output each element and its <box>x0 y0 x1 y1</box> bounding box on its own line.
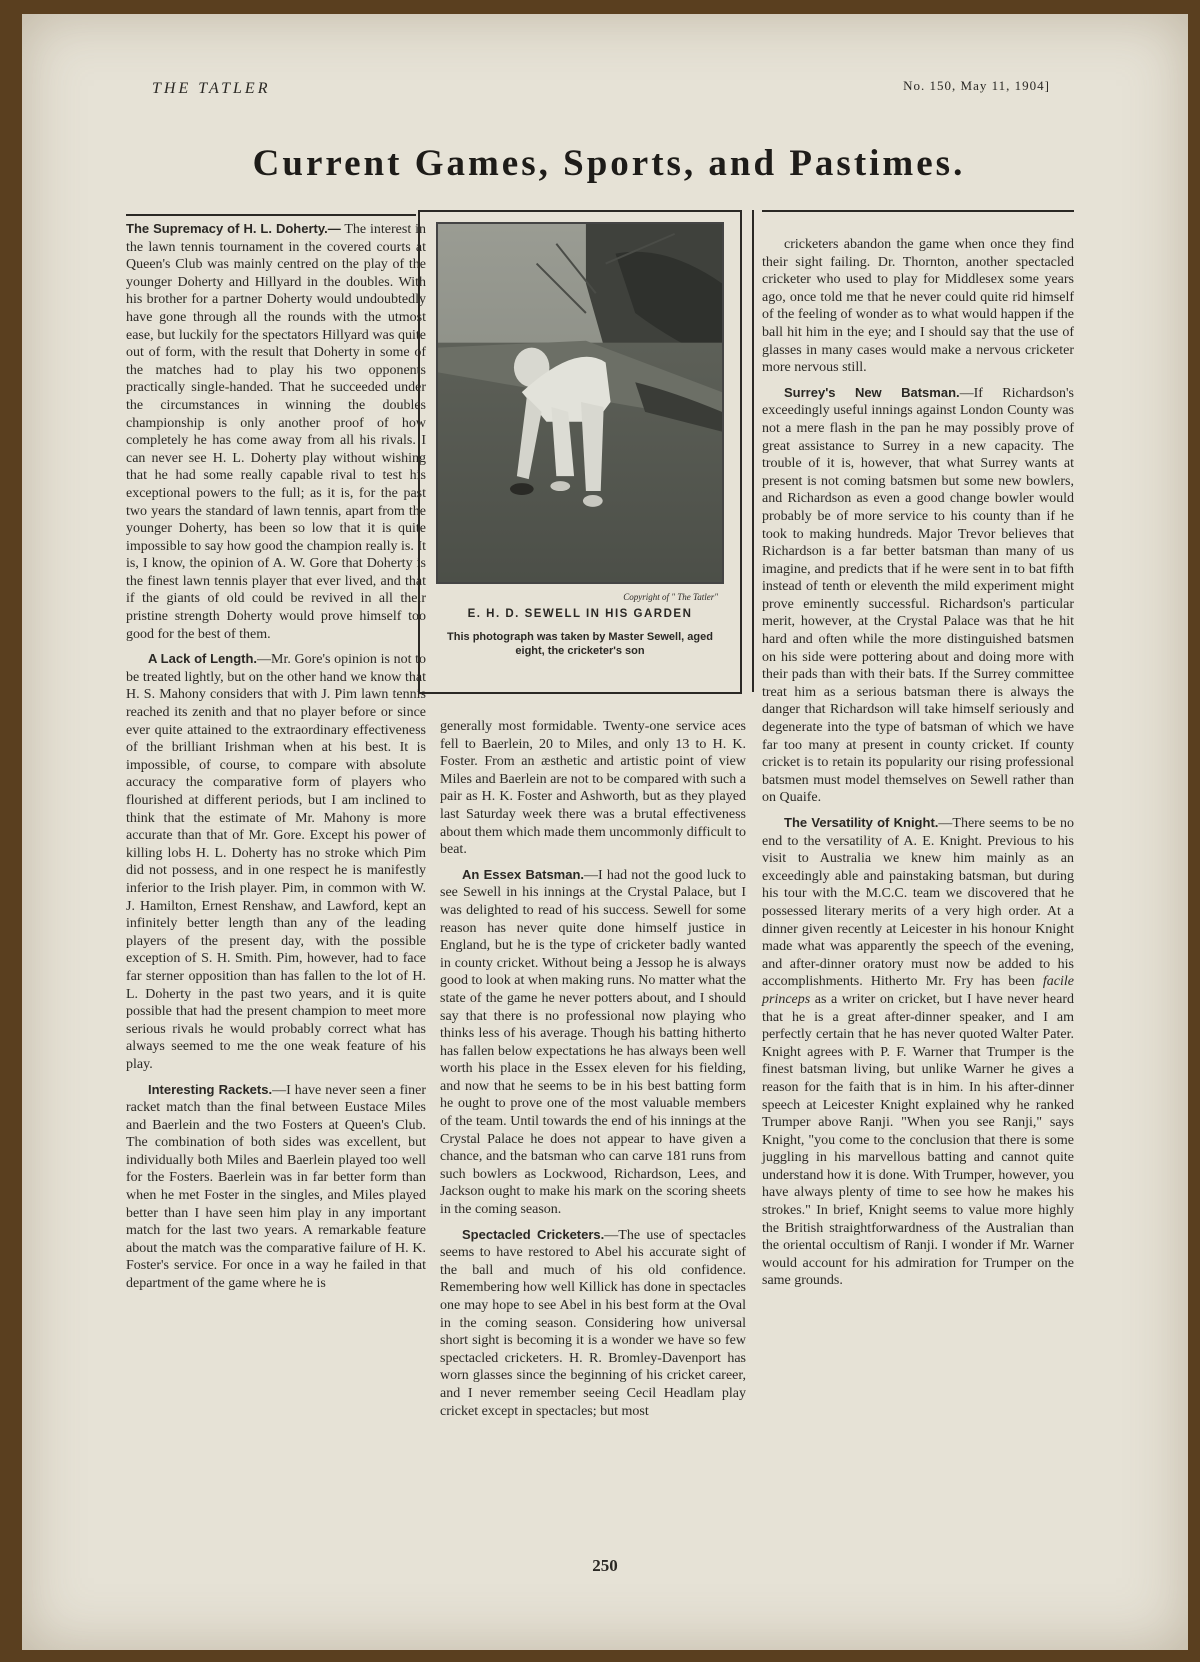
paragraph-text: The interest in the lawn tennis tournament in the covered courts at Queen's Club was mainly centred on the play of the younger Doherty and Hillyard in the doubles. With his brother for a partner Doherty would undoubtedly have gone through all the rounds with the utmost ease, but luckily for the spectators Hillyard was quite out of form, with the result that Doherty in some of the matches had to play his two opponents practically single-handed. That he succeeded under the circumstances in winning the doubles championship is only another proof of how completely he has come away from all his rivals. I can never see H. L. Doherty play without wishing that he had some really capable rival to test his exceptional powers to the full; as it is, for the past two years the standard of lawn tennis, apart from the younger Doherty, has been so low that it is quite impossible to say how good the champion really is. It is, I know, the opinion of A. W. Gore that Doherty is the finest lawn tennis player that ever lived, and that if the giants of old could be revived in all their pristine strength Doherty would prove himself too good for the best of them. <box>126 222 426 642</box>
paragraph-text: —The use of spectacles seems to have restored to Abel his accurate sight of the ball and much of his old confidence. Remembering how well Killick has done in spectacles one may hope to see Abel in his best form at the Oval in the coming season. Considering how universal short sight is becoming it is a wonder we have so few spectacled cricketers. H. R. Bromley-Davenport has worn glasses since the beginning of his cricket career, and I never remember seeing Cecil Headlam play cricket except in spectacles; but most <box>440 1227 746 1419</box>
newspaper-page <box>22 14 1188 1650</box>
article-paragraph <box>762 384 1074 807</box>
cricketer-photo-image <box>438 224 722 582</box>
article-paragraph <box>440 866 746 1219</box>
photo-copyright: Copyright of " The Tatler" <box>623 592 718 602</box>
italic-phrase: facile princeps <box>762 974 1074 1007</box>
article-paragraph <box>440 718 746 859</box>
photo-caption-title: E. H. D. SEWELL IN HIS GARDEN <box>467 608 693 620</box>
left-column <box>126 220 426 1300</box>
section-heading: An Essex Batsman. <box>462 866 585 882</box>
issue-line: No. 150, May 11, 1904] <box>903 78 1050 93</box>
article-paragraph <box>126 650 426 1073</box>
section-heading: Interesting Rackets. <box>148 1081 273 1097</box>
article-paragraph <box>126 220 426 643</box>
paragraph-text: —If Richardson's exceedingly useful innings against London County was not a mere flash in the pan he may possibly prove of great assistance to Surrey in a new capacity. The trouble of it is, however, that what Surrey wants at present is not coming batsmen but some new bowlers, and Richardson as even a good change bowler would probably be of more service to his county than if he took to making hundreds. Major Trevor believes that Richardson is a far better batsman than many of us imagine, and predicts that if he were sent in to bat fifth instead of tenth or eleventh the mild experiment might prove eminently successful. Richardson's particular merit, however, at the Crystal Palace was that he hit hard and often while the more distinguished batsmen on his side were pottering about and doing more with their pads than with their bats. If the Surrey committee treat him as a serious batsman there is always the danger that Richardson will take himself seriously and degenerate into the type of batsman of which we have far too many at present in county cricket. If county cricket is to retain its popularity our rising professional batsmen must model themselves on Sewell rather than on Quaife. <box>762 385 1075 806</box>
right-column-border <box>752 210 754 692</box>
paragraph-text: —I have never seen a finer racket match than the final between Eustace Miles and Baerlein and the two Fosters at Queen's Club. The combination of both sides was excellent, but individually both Miles and Baerlein played too well for the Fosters. Baerlein was in far better form than when he met Foster in the singles, and Miles played better than I have seen him play in any important match for the last two years. A remarkable feature about the match was the comparative failure of H. K. Foster's service. For once in a way he failed in that department of the game where he is <box>126 1082 426 1292</box>
section-heading: A Lack of Length. <box>148 651 258 667</box>
page-number: 250 <box>592 1556 618 1575</box>
article-paragraph <box>762 236 1074 377</box>
section-heading: Spectacled Cricketers. <box>462 1226 605 1242</box>
paragraph-text: generally most formidable. Twenty-one service aces fell to Baerlein, 20 to Miles, and only 13 to H. K. Foster. From an æsthetic and artistic point of view Miles and Baerlein are not to be compared with such a pair as H. K. Foster and Ashworth, but as they played last Saturday week there was a brutal effectiveness about them which made them uncommonly difficult to beat. <box>440 719 746 858</box>
right-column <box>762 236 1074 1297</box>
section-heading: The Versatility of Knight. <box>784 815 939 830</box>
section-heading: The Supremacy of H. L. Doherty.— <box>126 221 341 236</box>
right-column-rule <box>762 210 1074 212</box>
page-title: Current Games, Sports, and Pastimes. <box>252 143 966 184</box>
paragraph-text: as a writer on cricket, but I have never heard that he is a great after-dinner speaker, and I am perfectly certain that he has never quoted Walter Pater. Knight agrees with P. F. Warner that Trumper is the finest batsman living, but unlike Warner he gives a reason for the faith that is in him. In his after-dinner speech at Leicester Knight explained why he ranked Trumper above Ranji. "When you see Ranji," says Knight, "you come to the conclusion that there is some juggling in his marvellous batting and cannot quite understand how it is done. With Trumper, however, you have always plenty of time to see how he makes his strokes." In brief, Knight seems to value more highly the British straightforwardness of the Australian than the oriental occultism of Ranji. I wonder if Mr. Warner would account for his admiration for Trumper on the same grounds. <box>762 991 1074 1289</box>
left-column-rule <box>126 214 416 216</box>
photograph <box>436 222 724 584</box>
paragraph-text: —I had not the good luck to see Sewell in his innings at the Crystal Palace, but I was delighted to read of his success. Sewell for some reason has never quite done himself justice in England, but he is the type of cricketer badly wanted in county cricket. Without being a Jessop he is always good to look at when making runs. No matter what the state of the game he never potters about, and I should say that there is no professional now playing who thinks less of his average. Though his batting hitherto has fallen below expectations he has always been well worth his place in the Essex eleven for his fielding, and now that he seems to be in his best batting form he ought to prove one of the most valuable members of the team. Until towards the end of his innings at the Crystal Palace he does not appear to have given a chance, and the batsman who can carve 181 runs from such bowlers as Lockwood, Richardson, Lees, and Jackson ought to make his mark on the scoring sheets in the coming season. <box>440 867 746 1218</box>
article-paragraph <box>126 1081 426 1293</box>
paragraph-text: —There seems to be no end to the versatility of A. E. Knight. Previous to his visit to Australia we knew him mainly as an exceedingly able and painstaking batsman, but during his tour with the M.C.C. team we discovered that he possessed literary merits of a very high order. At a dinner given recently at Leicester in his honour Knight made what was apparently the speech of the evening, and after-dinner oratory must now be added to his accomplishments. Hitherto Mr. Fry has been <box>762 816 1074 990</box>
paragraph-text: —Mr. Gore's opinion is not to be treated lightly, but on the other hand we know that H. S. Mahony considers that with J. Pim lawn tennis reached its zenith and that no player before or since ever quite attained to the extraordinary effectiveness of the brilliant Irishman when at his best. It is impossible, of course, to compare with absolute accuracy the comparative form of players who flourished at different periods, but I am inclined to think that the estimate of Mr. Mahony is more accurate than that of Mr. Gore. Except his power of killing lobs H. L. Doherty has no stroke which Pim did not possess, and in one respect he is manifestly inferior to the Irish player. Pim, in common with W. J. Hamilton, Ernest Renshaw, and Lawford, kept an infinitely better length than any of the leading players of the present day, with the possible exception of S. H. Smith. Pim, however, had to face far sterner opposition than has fallen to the lot of H. L. Doherty in the past two years, and it is quite possible that had the present champion to meet more serious rivals he would probably correct what has always seemed to me the one weak feature of his play. <box>126 652 426 1072</box>
article-paragraph <box>440 1226 746 1421</box>
photo-box <box>418 210 742 694</box>
middle-column <box>440 718 746 1427</box>
article-paragraph <box>762 814 1074 1290</box>
running-head: THE TATLER <box>152 80 271 97</box>
photo-caption-subtitle: This photograph was taken by Master Sewell, aged eight, the cricketer's son <box>447 631 713 657</box>
paragraph-text: cricketers abandon the game when once they find their sight failing. Dr. Thornton, another spectacled cricketer who used to play for Middlesex some years ago, once told me that he never could quite rid himself of the feeling of wonder as to what would happen if the ball hit him in the eye; and I should say that the use of glasses in many cases would make a nervous cricketer more nervous still. <box>762 237 1074 376</box>
section-heading: Surrey's New Batsman. <box>784 384 960 400</box>
